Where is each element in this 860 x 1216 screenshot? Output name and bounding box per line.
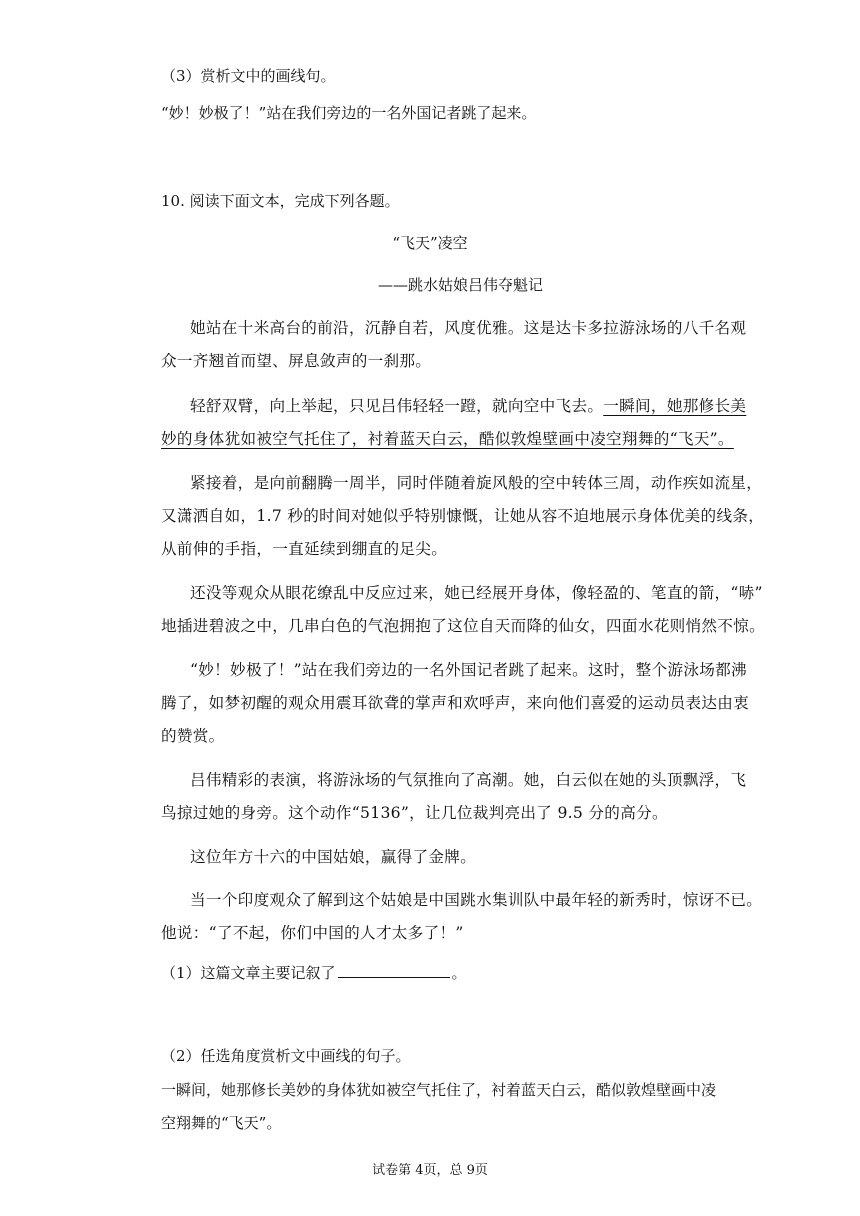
- passage-title: “飞天”凌空: [392, 234, 468, 252]
- q9-sub3-quote: “妙！妙极了！”站在我们旁边的一名外国记者跳了起来。: [161, 104, 537, 122]
- underlined-sentence-part-1: 一瞬间，她那修长美: [603, 397, 747, 415]
- q10-sub1-end: 。: [451, 964, 467, 982]
- paragraph-4-line-1: 还没等观众从眼花缭乱中反应过来，她已经展开身体，像轻盈的、笔直的箭，“哧”: [190, 584, 763, 602]
- paragraph-4-line-2: 地插进碧波之中，几串白色的气泡拥抱了这位自天而降的仙女，四面水花则悄然不惊。: [161, 617, 765, 635]
- q9-sub3-label: （3）赏析文中的画线句。: [161, 67, 336, 85]
- paragraph-3-line-3: 从前伸的手指，一直延续到绷直的足尖。: [161, 540, 448, 558]
- q10-sub2-quote-line-1: 一瞬间，她那修长美妙的身体犹如被空气托住了，衬着蓝天白云，酷似敦煌壁画中凌: [161, 1081, 717, 1099]
- paragraph-2-text: 轻舒双臂，向上举起，只见吕伟轻轻一蹬，就向空中飞去。: [190, 397, 604, 415]
- paragraph-2-line-1: [190, 396, 746, 416]
- paragraph-5-line-3: 的赞赏。: [161, 727, 225, 745]
- paragraph-5-line-1: “妙！妙极了！”站在我们旁边的一名外国记者跳了起来。这时，整个游泳场都沸: [190, 661, 747, 679]
- paragraph-6-line-1: 吕伟精彩的表演，将游泳场的气氛推向了高潮。她，白云似在她的头顶飘浮，飞: [190, 771, 747, 789]
- paragraph-8-line-2: 他说：“了不起，你们中国的人才太多了！”: [161, 924, 464, 942]
- paragraph-1-line-2: 众一齐翘首而望、屏息敛声的一刹那。: [161, 352, 432, 370]
- paragraph-6-line-2: 鸟掠过她的身旁。这个动作“5136”，让几位裁判亮出了 9.5 分的高分。: [161, 804, 668, 822]
- q10-sub2-quote-line-2: 空翔舞的“飞天”。: [161, 1114, 282, 1132]
- paragraph-1-line-1: 她站在十米高台的前沿，沉静自若，风度优雅。这是达卡多拉游泳场的八千名观: [190, 319, 747, 337]
- q10-sub1-label: （1）这篇文章主要记叙了: [161, 964, 336, 982]
- paragraph-8-line-1: 当一个印度观众了解到这个姑娘是中国跳水集训队中最年轻的新秀时，惊讶不已。: [190, 891, 763, 909]
- q10-sub2-label: （2）任选角度赏析文中画线的句子。: [161, 1047, 411, 1065]
- page-footer: 试卷第 4页，总 9页: [372, 1163, 488, 1178]
- q10-sub1: [161, 963, 467, 983]
- passage-subtitle: ——跳水姑娘吕伟夺魁记: [378, 276, 544, 294]
- answer-blank[interactable]: [338, 963, 450, 978]
- underlined-sentence-part-2: 妙的身体犹如被空气托住了，衬着蓝天白云，酷似敦煌壁画中凌空翔舞的“飞天”。: [161, 430, 734, 448]
- paragraph-3-line-2: 又潇洒自如，1.7 秒的时间对她似乎特别慷慨，让她从容不迫地展示身体优美的线条，: [161, 507, 765, 525]
- paragraph-5-line-2: 腾了，如梦初醒的观众用震耳欲聋的掌声和欢呼声，来向他们喜爱的运动员表达由衷: [161, 694, 750, 712]
- paragraph-3-line-1: 紧接着，是向前翻腾一周半，同时伴随着旋风般的空中转体三周，动作疾如流星，: [190, 474, 763, 492]
- paragraph-7-line-1: 这位年方十六的中国姑娘，赢得了金牌。: [190, 848, 477, 866]
- q10-instruction: 10. 阅读下面文本，完成下列各题。: [161, 192, 400, 210]
